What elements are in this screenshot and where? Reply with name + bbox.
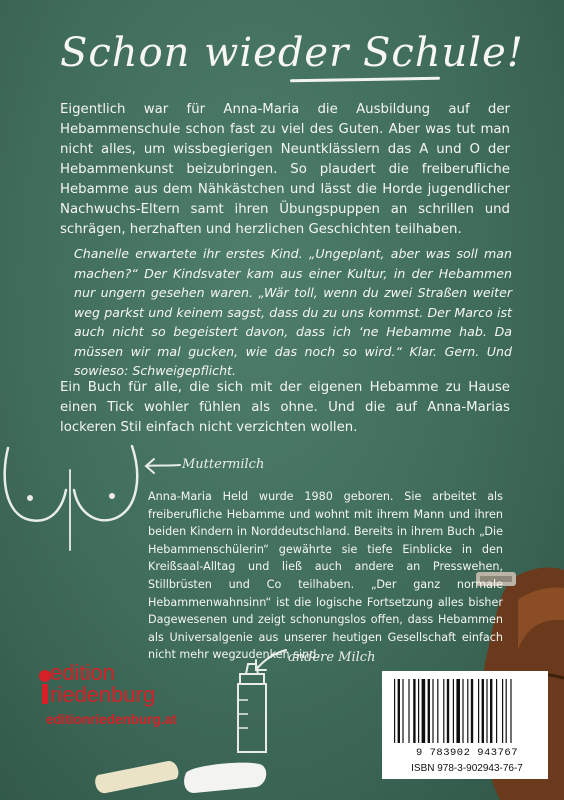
barcode-bar: [482, 679, 484, 743]
barcode-bar: [502, 679, 503, 743]
note-andere-milch: andere Milch: [288, 650, 376, 665]
author-bio: Anna-Maria Held wurde 1980 geboren. Sie arbeitet als freiberufliche Hebamme und wohnt mit ihrem Mann und ihren beiden Kindern in Norddeutschland. Bereits in ihrem Buch „Die Hebammenschülerin“ gewährte sie tiefe Einblicke in den Kreißsaal-Alltag und ließ auch andere an Presswehen, Stillbrüsten und Co teilhaben. „Der ganz normale Hebammenwahnsinn“ ist die logische Fortsetzung alles bisher Dagewesenen und zeigt schonungslos offen, dass Hebammen als Universalgenie aus unserer heutigen Gesellschaft einfach nicht mehr wegzudenken sind.: [148, 490, 503, 662]
chalk-pieces: [90, 745, 270, 800]
barcode-bar: [486, 679, 487, 743]
publisher-name-line1: edition: [50, 660, 115, 685]
publisher-logo: [38, 660, 208, 730]
quote-paragraph: Chanelle erwartete ihr erstes Kind. „Ungeplant, aber was soll man machen?“ Der Kindsvater kam aus einer Kultur, in der Hebammen nur ungern gesehen waren. „Wär toll, wenn du zwei Straßen weiter weg parkst und keinem sagst, dass du zu uns kommst. Der Marco ist auch nicht so begeistert davon, dass ich ‘ne Hebamme hab. Da müssen wir mal gucken, wie das noch so wird.“ Klar. Gern. Und sowieso: Schweigepflicht.: [74, 246, 512, 378]
barcode-bar: [432, 679, 433, 743]
barcode-bar: [418, 679, 419, 743]
barcode-bar: [467, 679, 468, 743]
publisher-url: editionriedenburg.at: [46, 712, 177, 727]
chalk-breasts-drawing: [0, 440, 150, 560]
barcode-bar: [456, 679, 460, 743]
barcode-bar: [394, 679, 395, 743]
barcode-bar: [422, 679, 426, 743]
barcode-bar: [398, 679, 400, 743]
barcode-bar: [510, 679, 511, 743]
barcode-bars: [390, 679, 540, 745]
barcode-bar: [506, 679, 507, 743]
barcode-box: [382, 671, 548, 779]
barcode-digits: 9 783902 943767: [415, 747, 518, 759]
intro-paragraph: Eigentlich war für Anna-Maria die Ausbildung auf der Hebammenschule schon fast zu viel des Guten. Aber was tut man nicht alles, um wissbegierigen Neuntklässlern das A und O der Hebammenkunst beizubringen. So plaudert die freiberufliche Hebamme aus dem Nähkästchen und lässt die Horde jugendlicher Nachwuchs-Eltern samt ihren Übungspuppen an schrillen und schrägen, herzhaften und herzlichen Geschichten teilhaben.: [60, 102, 510, 237]
barcode-bar: [413, 679, 415, 743]
barcode-bar: [462, 679, 463, 743]
barcode-bar: [408, 679, 409, 743]
barcode-bar: [428, 679, 430, 743]
barcode-bar: [471, 679, 473, 743]
barcode-bar: [496, 679, 497, 743]
chalk-arrow-muttermilch: [144, 456, 184, 476]
publisher-name-line2: riedenburg: [50, 682, 156, 707]
barcode-bar: [402, 679, 403, 743]
outro-paragraph: Ein Buch für alle, die sich mit der eigenen Hebamme zu Hause einen Tick wohler fühlen als ohne. Und die auf Anna-Marias lockeren Stil einfach nicht verzichten wollen.: [60, 380, 510, 435]
note-muttermilch: Muttermilch: [182, 457, 265, 472]
barcode-bar: [437, 679, 438, 743]
barcode-bar: [443, 679, 444, 743]
barcode-bar: [490, 679, 492, 743]
barcode-bar: [478, 679, 479, 743]
page-title: Schon wieder Schule!: [60, 30, 524, 76]
barcode-bar: [447, 679, 449, 743]
isbn-number: ISBN 978-3-902943-76-7: [411, 763, 523, 774]
barcode-bar: [453, 679, 454, 743]
